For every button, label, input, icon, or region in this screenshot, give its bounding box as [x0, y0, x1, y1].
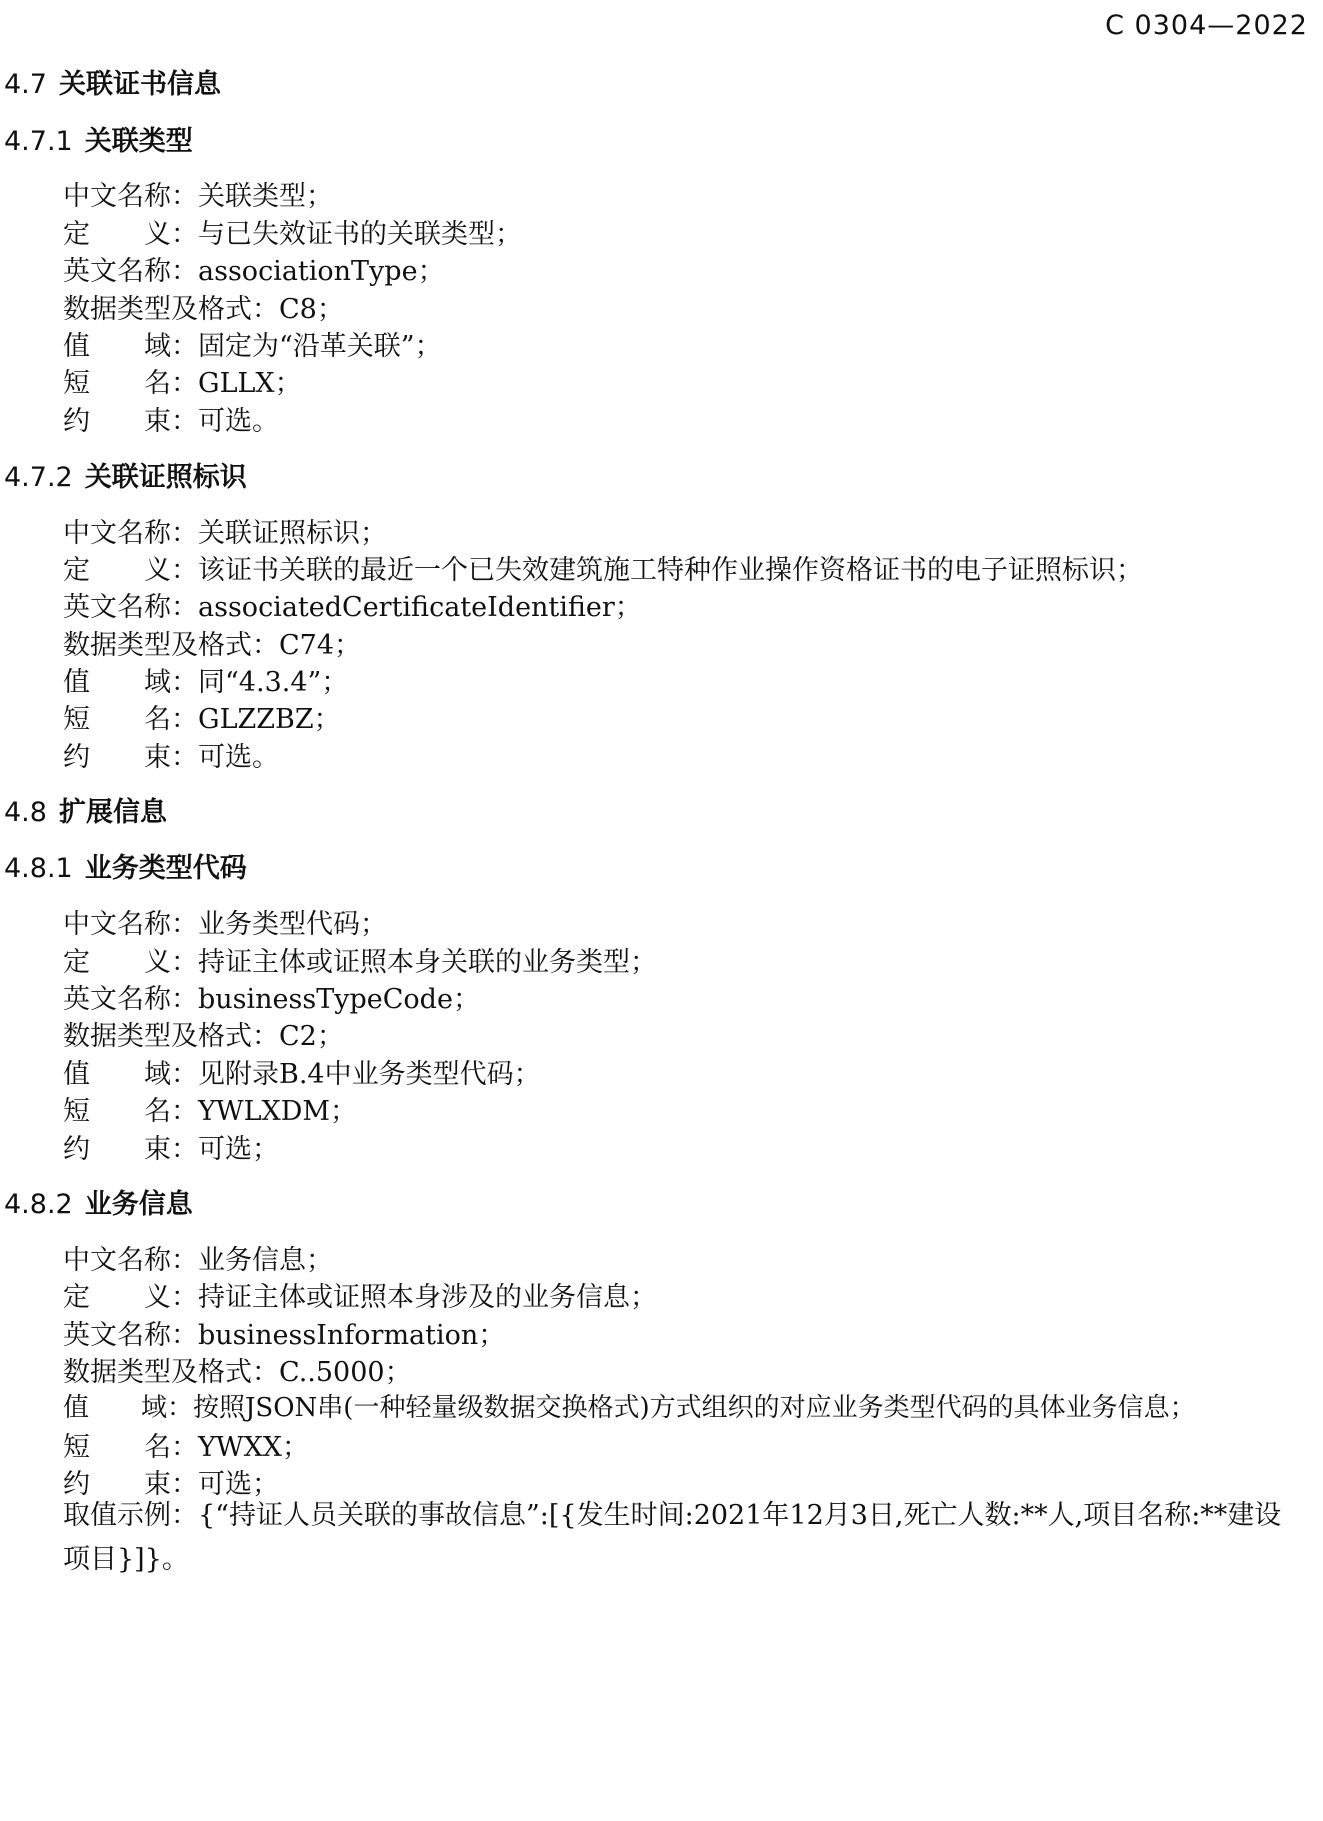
field-line: 短 名：YWXX；	[63, 1432, 310, 1463]
field-line: 短 名：GLLX；	[63, 368, 302, 399]
field-line: 英文名称：associatedCertificateIdentifier；	[63, 592, 642, 623]
field-line: 英文名称：associationType；	[63, 256, 445, 287]
section-heading-4-8	[4, 790, 167, 829]
field-line: 数据类型及格式：C..5000；	[63, 1357, 412, 1388]
section-title: 关联证书信息	[58, 69, 221, 100]
field-line: 英文名称：businessInformation；	[63, 1320, 506, 1351]
field-line: 中文名称：业务信息；	[63, 1245, 333, 1276]
section-number: 4.8.1	[4, 853, 73, 884]
section-number: 4.7.2	[4, 462, 73, 493]
field-line: 中文名称：业务类型代码；	[63, 909, 387, 940]
section-number: 4.7.1	[4, 126, 73, 157]
field-line: 中文名称：关联证照标识；	[63, 518, 387, 549]
field-line: 约 束：可选；	[63, 1469, 279, 1500]
section-number: 4.8.2	[4, 1189, 73, 1220]
doc-code: C 0304—2022	[1105, 10, 1308, 41]
field-line: 数据类型及格式：C74；	[63, 630, 362, 661]
section-title: 业务类型代码	[84, 853, 247, 884]
field-line: 约 束：可选。	[63, 406, 279, 437]
field-line: 约 束：可选；	[63, 1134, 279, 1165]
field-line: 约 束：可选。	[63, 742, 279, 773]
field-line: 值 域：见附录B.4中业务类型代码；	[63, 1059, 541, 1090]
field-line: 值 域：同“4.3.4”；	[63, 667, 349, 698]
section-number: 4.7	[4, 69, 47, 100]
field-line: 数据类型及格式：C8；	[63, 294, 344, 325]
field-line: 英文名称：businessTypeCode；	[63, 984, 480, 1015]
section-title: 关联类型	[84, 126, 193, 157]
section-title: 业务信息	[84, 1189, 193, 1220]
section-heading-4-7-1	[4, 119, 193, 158]
field-line: 值 域：固定为“沿革关联”；	[63, 331, 442, 362]
field-line: 定 义：与已失效证书的关联类型；	[63, 219, 522, 250]
section-heading-4-8-2	[4, 1182, 193, 1221]
section-heading-4-7-2	[4, 455, 247, 494]
section-number: 4.8	[4, 797, 47, 828]
field-line: 数据类型及格式：C2；	[63, 1021, 344, 1052]
example-text: 取值示例：{“持证人员关联的事故信息”:[{发生时间:2021年12月3日,死亡人数:**人,项目名称:**建设项目}]}。	[63, 1500, 1282, 1575]
section-heading-4-7	[4, 62, 221, 101]
field-line: 中文名称：关联类型；	[63, 181, 333, 212]
field-line: 定 义：该证书关联的最近一个已失效建筑施工特种作业操作资格证书的电子证照标识；	[63, 555, 1143, 586]
field-line: 值 域：按照JSON串(一种轻量级数据交换格式)方式组织的对应业务类型代码的具体业务信息；	[63, 1393, 1196, 1423]
field-line: 定 义：持证主体或证照本身关联的业务类型；	[63, 947, 657, 978]
section-title: 关联证照标识	[84, 462, 247, 493]
section-title: 扩展信息	[58, 797, 167, 828]
field-line: 短 名：GLZZBZ；	[63, 704, 341, 735]
field-line: 短 名：YWLXDM；	[63, 1096, 358, 1127]
section-heading-4-8-1	[4, 846, 247, 885]
field-line: 定 义：持证主体或证照本身涉及的业务信息；	[63, 1282, 657, 1313]
